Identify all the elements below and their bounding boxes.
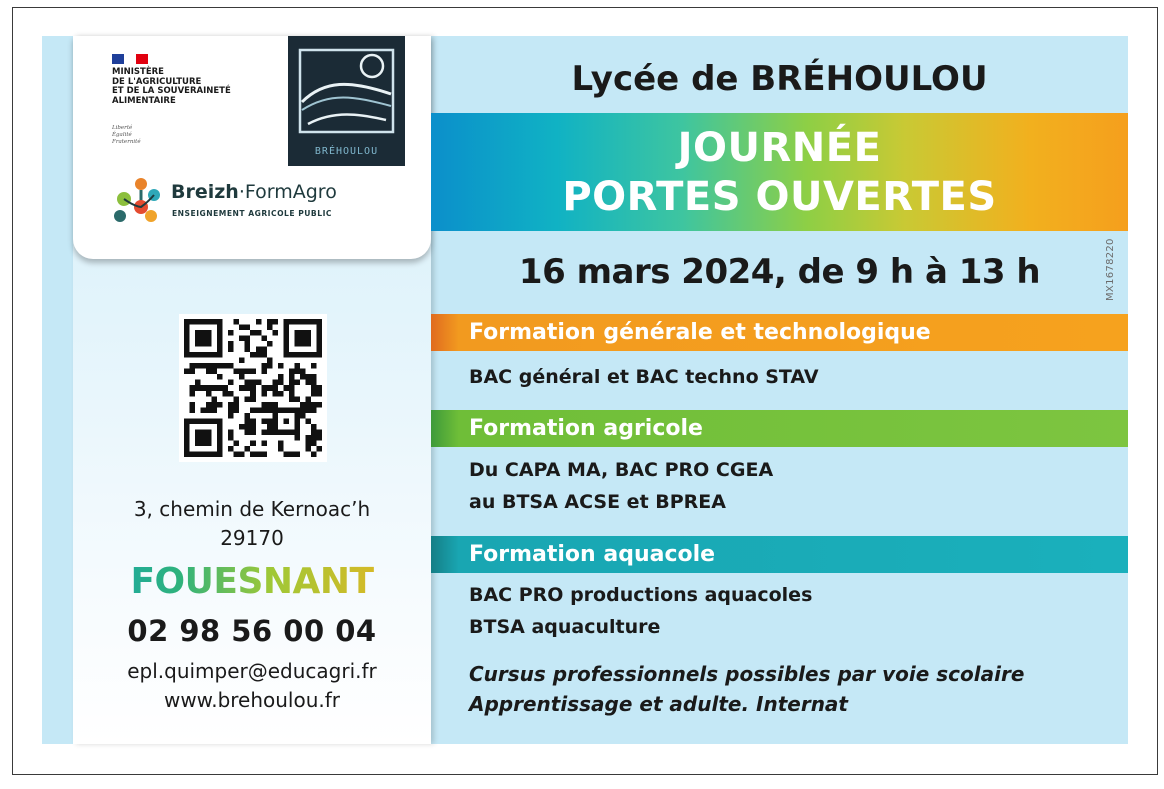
town-name: FOUESNANT bbox=[73, 561, 431, 602]
breizh-formagro-name-bold: Breizh bbox=[171, 181, 239, 203]
ministry-line: ET DE LA SOUVERAINETÉ bbox=[112, 86, 231, 96]
ministry-line: ALIMENTAIRE bbox=[112, 95, 176, 106]
open-day-title-line2: PORTES OUVERTES bbox=[562, 174, 997, 220]
breizh-formagro-name bbox=[171, 181, 337, 203]
course-item: BAC PRO productions aquacoles bbox=[469, 584, 813, 606]
address-line: 3, chemin de Kernoac’h bbox=[133, 497, 371, 521]
section-title-agricultural: Formation agricole bbox=[469, 416, 703, 441]
breizh-formagro-tagline: ENSEIGNEMENT AGRICOLE PUBLIC bbox=[172, 209, 332, 218]
ministry-name bbox=[112, 68, 292, 106]
footer-note-line1: Cursus professionnels possibles par voie scolaire bbox=[469, 662, 1025, 686]
course-item: BTSA aquaculture bbox=[469, 616, 661, 638]
course-item: Du CAPA MA, BAC PRO CGEA bbox=[469, 459, 774, 481]
qr-code-icon bbox=[179, 314, 327, 462]
ministry-motto bbox=[112, 125, 141, 146]
event-date: 16 mars 2024, de 9 h à 13 h bbox=[518, 252, 1041, 292]
breizh-formagro-name-light: ·FormAgro bbox=[238, 181, 337, 203]
course-item: au BTSA ACSE et BPREA bbox=[469, 491, 726, 513]
motto-line: Égalité bbox=[112, 132, 132, 138]
open-day-title-line1: JOURNÉE bbox=[677, 125, 882, 171]
postal-code: 29170 bbox=[220, 526, 284, 550]
phone-number: 02 98 56 00 04 bbox=[127, 614, 377, 648]
marianne-flag-icon bbox=[112, 54, 148, 64]
section-title-general: Formation générale et technologique bbox=[469, 320, 931, 345]
ministry-line: DE L'AGRICULTURE bbox=[112, 76, 202, 87]
motto-line: Fraternité bbox=[112, 139, 141, 145]
breizh-formagro-logo bbox=[108, 174, 164, 226]
ministry-line: MINISTÈRE bbox=[112, 67, 164, 77]
course-item: BAC général et BAC techno STAV bbox=[469, 366, 819, 388]
footer-note-line2: Apprentissage et adulte. Internat bbox=[469, 692, 848, 716]
email-address: epl.quimper@educagri.fr bbox=[127, 659, 377, 683]
section-title-aquaculture: Formation aquacole bbox=[469, 542, 716, 567]
motto-line: Liberté bbox=[112, 125, 133, 131]
school-title: Lycée de BRÉHOULOU bbox=[571, 59, 988, 99]
brehoulou-logo-label: BRÉHOULOU bbox=[314, 146, 379, 157]
reference-code: MX1678220 bbox=[1105, 238, 1116, 301]
website-url: www.brehoulou.fr bbox=[163, 688, 341, 712]
